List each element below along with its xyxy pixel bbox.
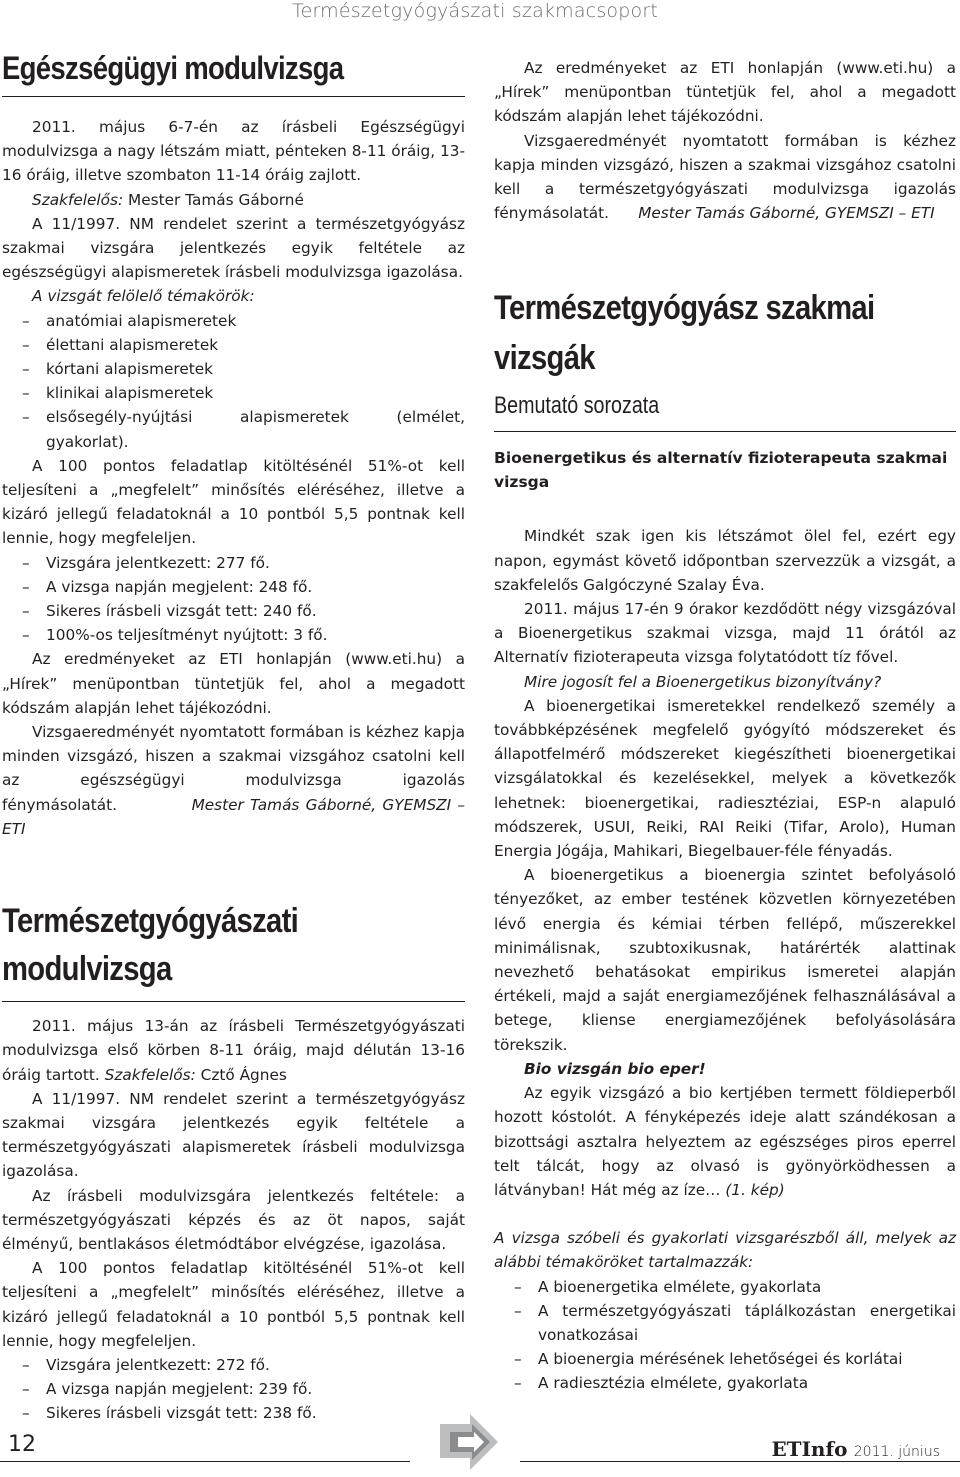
- subheading: Bioenergetikus és alternatív fizioterapeuta szakmai vizsga: [494, 449, 948, 492]
- section-header: Természetgyógyászati szakmacsoport: [292, 0, 658, 22]
- list-item: – Sikeres írásbeli vizsgát tett: 240 fő.: [46, 599, 465, 623]
- footer-rule: [0, 1461, 410, 1462]
- list-item: – A vizsga napján megjelent: 239 fő.: [46, 1377, 465, 1401]
- paragraph: 2011. május 6-7-én az írásbeli Egészségügyi modulvizsga a nagy létszám miatt, pénteken 8-11 óráig, 13-16 óráig, illetve szombaton 11-14 óráig zajlott.: [2, 118, 465, 185]
- title-egeszsegugyi: Egészségügyi modulvizsga: [2, 50, 344, 86]
- question: Mire jogosít fel a Bioenergetikus bizonyítvány?: [524, 672, 882, 691]
- paragraph: Az eredményeket az ETI honlapján (www.eti.hu) a „Hírek” menüpontban tüntetjük fel, ahol a megadott kódszám alapján lehet tájékozódni.: [494, 59, 956, 126]
- footer-brand: ETInfo 2011. június: [771, 1437, 940, 1461]
- paragraph: Az eredményeket az ETI honlapján (www.eti.hu) a „Hírek” menüpontban tüntetjük fel, ahol a megadott kódszám alapján lehet tájékozódni.: [2, 650, 465, 717]
- paragraph: A 11/1997. NM rendelet szerint a természetgyógyász szakmai vizsgára jelentkezés egyik feltétele a természetgyógyászati alapismeretek írásbeli modulvizsga igazolása.: [2, 1089, 465, 1181]
- list-item: – elsősegély-nyújtási alapismeretek (elmélet, gyakorlat).: [46, 405, 465, 453]
- list-item: – A bioenergetika elmélete, gyakorlata: [538, 1275, 956, 1299]
- list-item: – klinikai alapismeretek: [46, 381, 465, 405]
- exam-topics-list: [494, 1275, 956, 1396]
- title-rule: [494, 431, 956, 432]
- paragraph: Az írásbeli modulvizsgára jelentkezés feltétele: a természetgyógyászati képzés és az öt napos, saját élményű, bentlakásos életmódtábor elvégzése, igazolása.: [2, 1186, 465, 1253]
- topics-list: [2, 309, 465, 454]
- list-item: – kórtani alapismeretek: [46, 357, 465, 381]
- list-item: – A radiesztézia elmélete, gyakorlata: [538, 1371, 956, 1395]
- paragraph: A bioenergetikai ismeretekkel rendelkező személy a továbbképzésének megfelelő gyógyító módszereket és állapotfelmérő módszereket kiegészítheti bioenergetikai vizsgálatokkal és kezelésekkel, melyek a következők lehetnek: bioenergetikai, radiesztéziai, ESP-n alapuló módszerek, USUI, Reiki, RAI Reiki (Tifar, Arolo), Human Energia Jógája, Mahikari, Biegelbauer-féle fényadás.: [494, 696, 956, 861]
- signature: Mester Tamás Gáborné, GYEMSZI – ETI: [638, 204, 935, 223]
- list-item: – 100%-os teljesítményt nyújtott: 3 fő.: [46, 623, 465, 647]
- list-item: – Sikeres írásbeli vizsgát tett: 238 fő.: [46, 1401, 465, 1425]
- logo-icon: [420, 1412, 520, 1477]
- intro-paragraph: A vizsga szóbeli és gyakorlati vizsgarészből áll, melyek az alábbi témaköröket tartalmazzák:: [494, 1229, 956, 1272]
- list-item: – A vizsga napján megjelent: 248 fő.: [46, 575, 465, 599]
- list-item: – Vizsgára jelentkezett: 272 fő.: [46, 1353, 465, 1377]
- paragraph: Az egyik vizsgázó a bio kertjében termett földieperből hozott kóstolót. A fényképezés ideje alatt szándékosan a bizottsági asztalra helyeztem az egészséges piros eperrel telt tálcát, hogy az olvasó is gyönyörködhessen a látványban! Hát még az íze… (1. kép): [494, 1084, 956, 1199]
- list-item: – Vizsgára jelentkezett: 277 fő.: [46, 551, 465, 575]
- left-column: [2, 40, 465, 1426]
- stats-list: [2, 1353, 465, 1426]
- bio-heading: Bio vizsgán bio eper!: [524, 1059, 706, 1078]
- responsible-line: Szakfelelős: Mester Tamás Gáborné: [32, 190, 304, 209]
- right-column: [494, 56, 956, 1396]
- title-termeszetgyogyaszati: Természetgyógyászati modulvizsga: [2, 902, 299, 989]
- signature: Mester Tamás Gáborné, GYEMSZI – ETI: [2, 795, 466, 838]
- paragraph: A 11/1997. NM rendelet szerint a természetgyógyász szakmai vizsgára jelentkezés egyik feltétele az egészségügyi alapismeretek írásbeli modulvizsga igazolása.: [2, 214, 465, 282]
- list-item: – A természetgyógyászati táplálkozástan energetikai vonatkozásai: [538, 1299, 956, 1347]
- paragraph: Vizsgaeredményét nyomtatott formában is kézhez kapja minden vizsgázó, hiszen a szakmai vizsgához csatolni kell az egészségügyi modulvizsga igazolás fénymásolatát. Mester Tamás Gáborné, GYEMSZI – ETI: [2, 723, 466, 838]
- paragraph: A bioenergetikus a bioenergia szintet befolyásoló tényezőket, az ember testének közvetlen környezetében lévő energia és kémiai térben fellépő, műszerekkel minimálisnak, szubtoxikusnak, határérték alattinak nevezhető behatásokat empirikus ismeretei alapján értékeli, majd a saját energiamezőjének felhasználásával a betege, kliense energiamezőjének befolyásolására törekszik.: [494, 866, 956, 1054]
- title-rule: [2, 96, 465, 97]
- stats-list: [2, 551, 465, 648]
- subtitle: Bemutató sorozata: [494, 392, 660, 420]
- footer-rule: [520, 1461, 960, 1462]
- paragraph: Vizsgaeredményét nyomtatott formában is kézhez kapja minden vizsgázó, hiszen a szakmai vizsgához csatolni kell a természetgyógyászati modulvizsga igazolás fénymásolatát. Mester Tamás Gáborné, GYEMSZI – ETI: [494, 131, 956, 223]
- paragraph: 2011. május 17-én 9 órakor kezdődött négy vizsgázóval a Bioenergetikus szakmai vizsga, majd 11 órától az Alternatív fizioterapeuta vizsga folytatódott tíz fővel.: [494, 600, 956, 667]
- title-rule: [2, 1001, 465, 1002]
- paragraph: Mindkét szak igen kis létszámot ölel fel, ezért egy napon, egymást követő időpontban szervezzük a vizsgát, a szakfelelős Galgóczyné Szalay Éva.: [494, 527, 956, 594]
- list-item: – élettani alapismeretek: [46, 333, 465, 357]
- list-item: – A bioenergia mérésének lehetőségei és korlátai: [538, 1347, 956, 1371]
- topics-label: A vizsgát felölelő témakörök:: [32, 287, 255, 306]
- paragraph: 2011. május 13-án az írásbeli Természetgyógyászati modulvizsga első körben 8-11 óráig, majd délután 13-16 óráig tartott. Szakfelelős: Cztő Ágnes: [2, 1017, 465, 1084]
- paragraph: A 100 pontos feladatlap kitöltésénél 51%-ot kell teljesíteni a „megfelelt” minősítés eléréséhez, illetve a kizáró jellegű feladatoknál a 10 pontból 5,5 pontnak kell lennie, hogy megfeleljen.: [2, 1259, 465, 1350]
- list-item: – anatómiai alapismeretek: [46, 309, 465, 333]
- title-szakmai-vizsgak: Természetgyógyász szakmai vizsgák: [494, 289, 875, 378]
- page-number: 12: [8, 1432, 36, 1457]
- paragraph: A 100 pontos feladatlap kitöltésénél 51%-ot kell teljesíteni a „megfelelt” minősítés eléréséhez, illetve a kizáró jellegű feladatoknál a 10 pontból 5,5 pontnak kell lennie, hogy megfeleljen.: [2, 456, 465, 548]
